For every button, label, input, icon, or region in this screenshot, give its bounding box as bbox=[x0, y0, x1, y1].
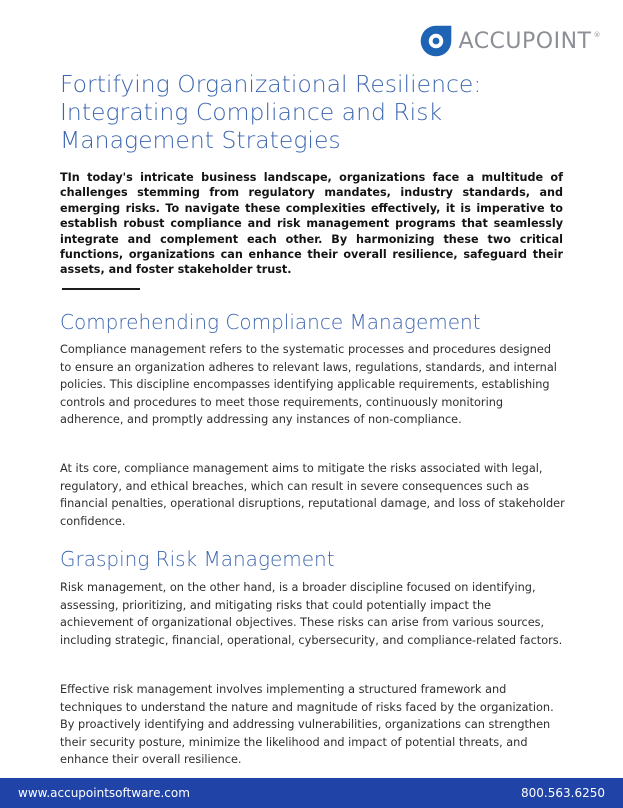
footer-website-link[interactable]: www.accupointsoftware.com bbox=[18, 786, 190, 800]
section-divider bbox=[62, 288, 140, 290]
brand-name: ACCUPOINT bbox=[458, 28, 592, 54]
registered-mark: ® bbox=[593, 30, 601, 39]
document-title: Fortifying Organizational Resilience: Integrating Compliance and Risk Management Strategies bbox=[60, 70, 482, 154]
compliance-paragraph-2: At its core, compliance management aims to mitigate the risks associated with legal, regulatory, and ethical breaches, which can result in severe consequences such as financial penalties, operational disruptions, reputational damage, and loss of stakeholder confidence. bbox=[60, 462, 565, 528]
compliance-paragraph-1: Compliance management refers to the systematic processes and procedures designed to ensure an organization adheres to relevant laws, regulations, standards, and internal policies. This discipline encompasses identifying applicable requirements, establishing controls and procedures to meet those requirements, continuously monitoring adherence, and promptly addressing any instances of non-compliance. bbox=[60, 343, 557, 427]
brand-wordmark bbox=[459, 29, 601, 54]
footer-bar bbox=[0, 778, 623, 808]
section-heading-compliance: Comprehending Compliance Management bbox=[60, 310, 481, 334]
accupoint-logo-icon bbox=[419, 24, 453, 58]
brand-logo bbox=[419, 24, 601, 58]
footer-phone[interactable]: 800.563.6250 bbox=[521, 786, 605, 800]
section-heading-risk: Grasping Risk Management bbox=[60, 547, 335, 571]
intro-paragraph: TIn today's intricate business landscape, organizations face a multitude of challenges stemming from regulatory mandates, industry standards, and emerging risks. To navigate these complexities effectively, it is imperative to establish robust compliance and risk management programs that seamlessly integrate and complement each other. By harmonizing these two critical functions, organizations can enhance their overall resilience, safeguard their assets, and foster stakeholder trust. bbox=[60, 171, 563, 277]
risk-paragraph-2: Effective risk management involves implementing a structured framework and techniques to understand the nature and magnitude of risks faced by the organization. By proactively identifying and addressing vulnerabilities, organizations can strengthen their security posture, minimize the likelihood and impact of potential threats, and enhance their overall resilience. bbox=[60, 683, 554, 767]
risk-paragraph-1: Risk management, on the other hand, is a broader discipline focused on identifying, assessing, prioritizing, and mitigating risks that could potentially impact the achievement of organizational objectives. These risks can arise from various sources, including strategic, financial, operational, cybersecurity, and compliance-related factors. bbox=[60, 581, 563, 647]
